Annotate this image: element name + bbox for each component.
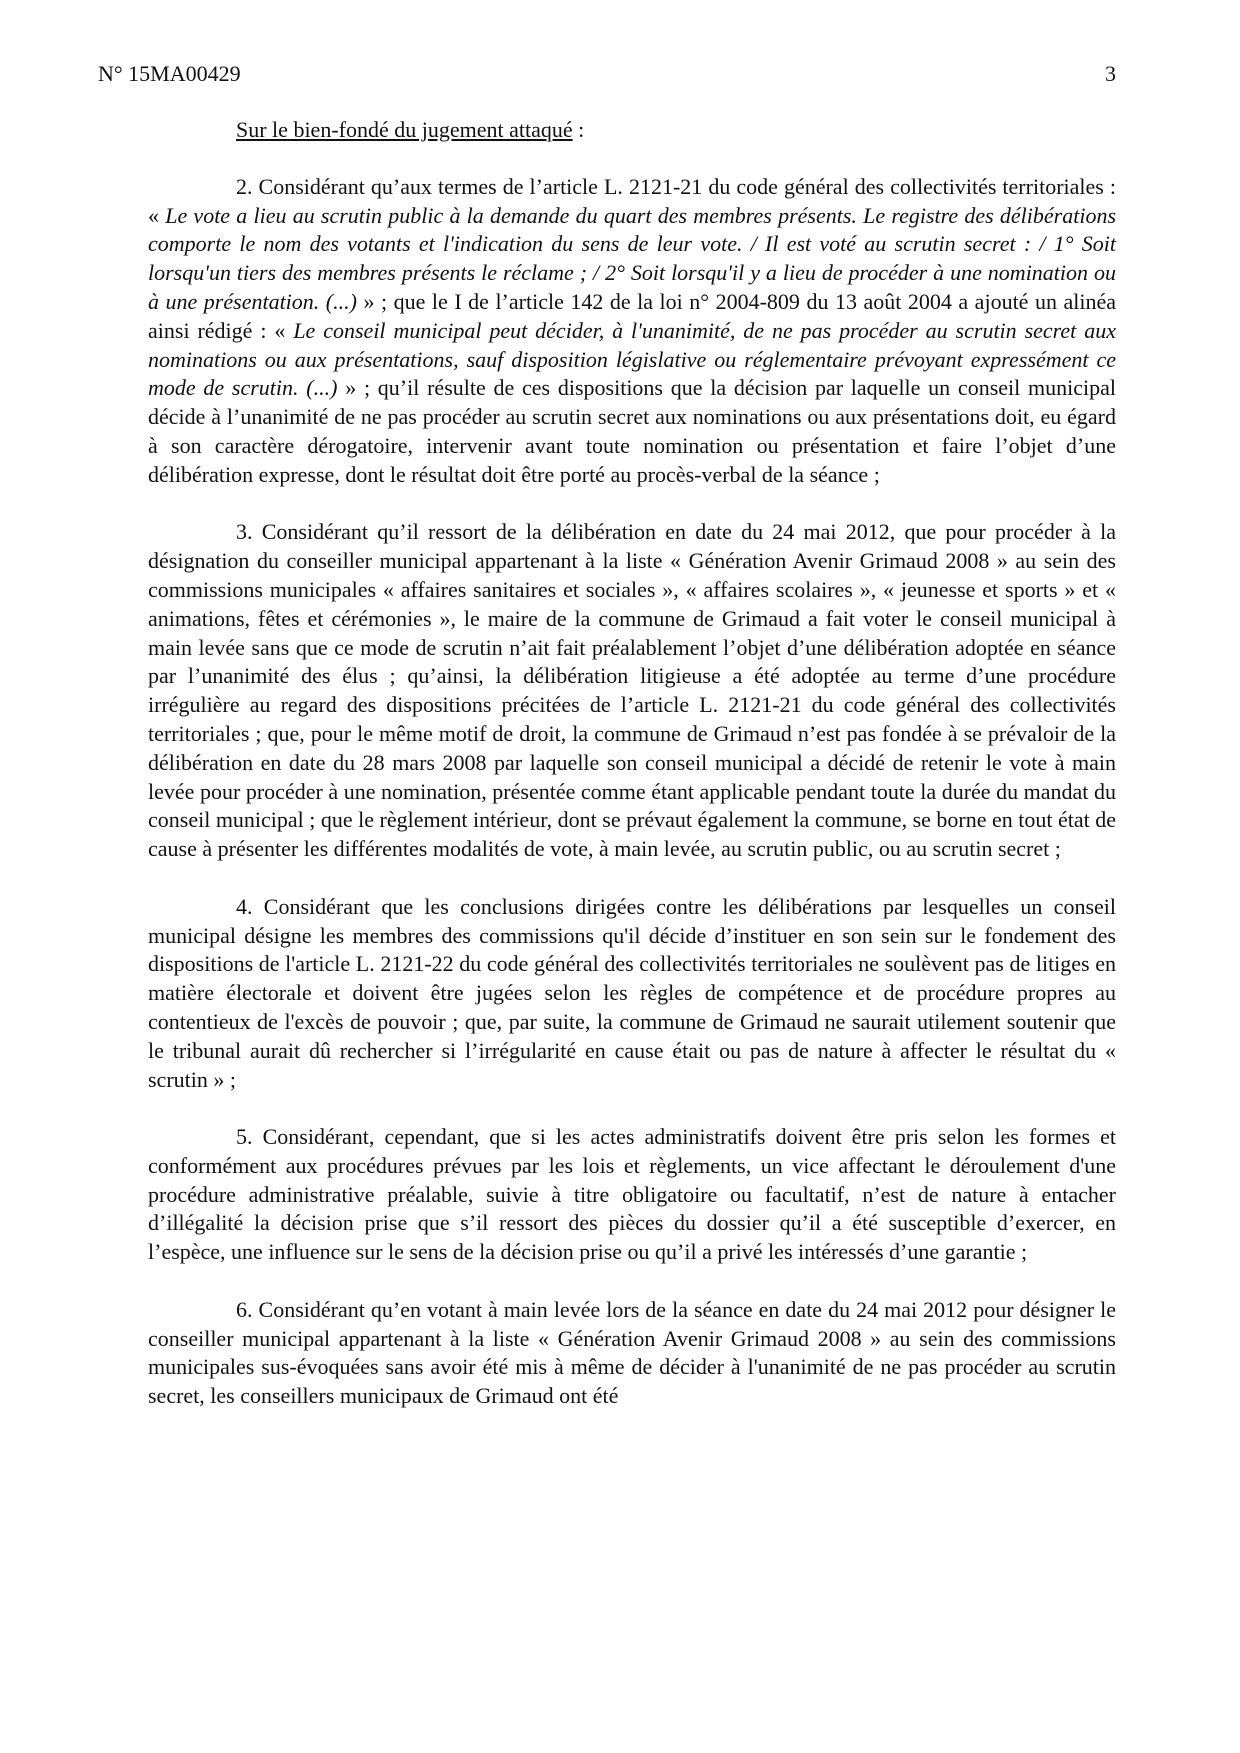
quoted-text: Le conseil municipal peut décider, à l'unanimité, de ne pas procéder au scrutin secret aux nominations ou aux présentations, sauf disposition législative ou réglementaire prévoyant expressément ce mode de scrutin. (...): [148, 317, 1116, 401]
paragraph-text: 3. Considérant qu’il ressort de la délibération en date du 24 mai 2012, que pour procéder à la désignation du conseiller municipal appartenant à la liste « Génération Avenir Grimaud 2008 » au sein des commissions municipales « affaires sanitaires et sociales », « affaires scolaires », « jeunesse et sports » et « animations, fêtes et cérémonies », le maire de la commune de Grimaud a fait voter le conseil municipal à main levée sans que ce mode de scrutin n’ait fait préalablement l’objet d’une délibération adoptée en séance par l’unanimité des élus ; qu’ainsi, la délibération litigieuse a été adoptée au terme d’une procédure irrégulière au regard des dispositions précitées de l’article L. 2121-21 du code général des collectivités territoriales ; que, pour le même motif de droit, la commune de Grimaud n’est pas fondée à se prévaloir de la délibération en date du 28 mars 2008 par laquelle son conseil municipal a décidé de retenir le vote à main levée pour procéder à une nomination, présentée comme étant applicable pendant toute la durée du mandat du conseil municipal ; que le règlement intérieur, dont se prévaut également la commune, se borne en tout état de cause à présenter les différentes modalités de vote, à main levée, au scrutin public, ou au scrutin secret ;: [148, 519, 1116, 862]
paragraph-4: [148, 893, 1116, 1095]
section-heading-suffix: :: [572, 117, 585, 142]
document-body: [148, 116, 1116, 1440]
paragraph-text: » ; qu’il résulte de ces dispositions que la décision par laquelle un conseil municipal décide à l’unanimité de ne pas procéder au scrutin secret aux nominations ou aux présentations doit, eu égard à son caractère dérogatoire, intervenir avant toute nomination ou présentation et faire l’objet d’une délibération expresse, dont le résultat doit être porté au procès-verbal de la séance ;: [148, 375, 1116, 487]
case-number: N° 15MA00429: [98, 61, 241, 86]
paragraph-6: [148, 1296, 1116, 1411]
paragraph-text: 5. Considérant, cependant, que si les actes administratifs doivent être pris selon les formes et conformément aux procédures prévues par les lois et règlements, un vice affectant le déroulement d'une procédure administrative préalable, suivie à titre obligatoire ou facultatif, n’est de nature à entacher d’illégalité la décision prise que s’il ressort des pièces du dossier qu’il a été susceptible d’exercer, en l’espèce, une influence sur le sens de la décision prise ou qu’il a privé les intéressés d’une garantie ;: [148, 1124, 1116, 1265]
page-number: 3: [1105, 61, 1116, 86]
paragraph-text: » ; que le I de l’article 142 de la loi n° 2004-809 du 13 août 2004 a ajouté un alinéa ainsi rédigé : «: [148, 288, 1116, 343]
section-heading-text: Sur le bien-fondé du jugement attaqué: [236, 117, 573, 142]
paragraph-text: 6. Considérant qu’en votant à main levée lors de la séance en date du 24 mai 2012 pour désigner le conseiller municipal appartenant à la liste « Génération Avenir Grimaud 2008 » au sein des commissions municipales sus-évoquées sans avoir été mis à même de décider à l'unanimité de ne pas procéder au scrutin secret, les conseillers municipaux de Grimaud ont été: [148, 1296, 1116, 1409]
paragraph-2: [148, 173, 1116, 490]
quoted-text: Le vote a lieu au scrutin public à la demande du quart des membres présents. Le registre des délibérations comporte le nom des votants et l'indication du sens de leur vote. / Il est voté au scrutin secret : / 1° Soit lorsqu'un tiers des membres présents le réclame ; / 2° Soit lorsqu'il y a lieu de procéder à une nomination ou à une présentation. (...): [148, 202, 1117, 314]
paragraph-text: 4. Considérant que les conclusions dirigées contre les délibérations par lesquelles un conseil municipal désigne les membres des commissions qu'il décide d’instituer en son sein sur le fondement des dispositions de l'article L. 2121-22 du code général des collectivités territoriales ne soulèvent pas de litiges en matière électorale et doivent être jugées selon les règles de compétence et de procédure propres au contentieux de l'excès de pouvoir ; que, par suite, la commune de Grimaud ne saurait utilement soutenir que le tribunal aurait dû rechercher si l’irrégularité en cause était ou pas de nature à affecter le résultat du « scrutin » ;: [148, 893, 1116, 1092]
paragraph-3: [148, 518, 1116, 864]
paragraph-5: [148, 1123, 1116, 1267]
paragraph-text: 2. Considérant qu’aux termes de l’article L. 2121-21 du code général des collectivités territoriales : «: [148, 173, 1116, 228]
section-heading: [148, 116, 1116, 145]
